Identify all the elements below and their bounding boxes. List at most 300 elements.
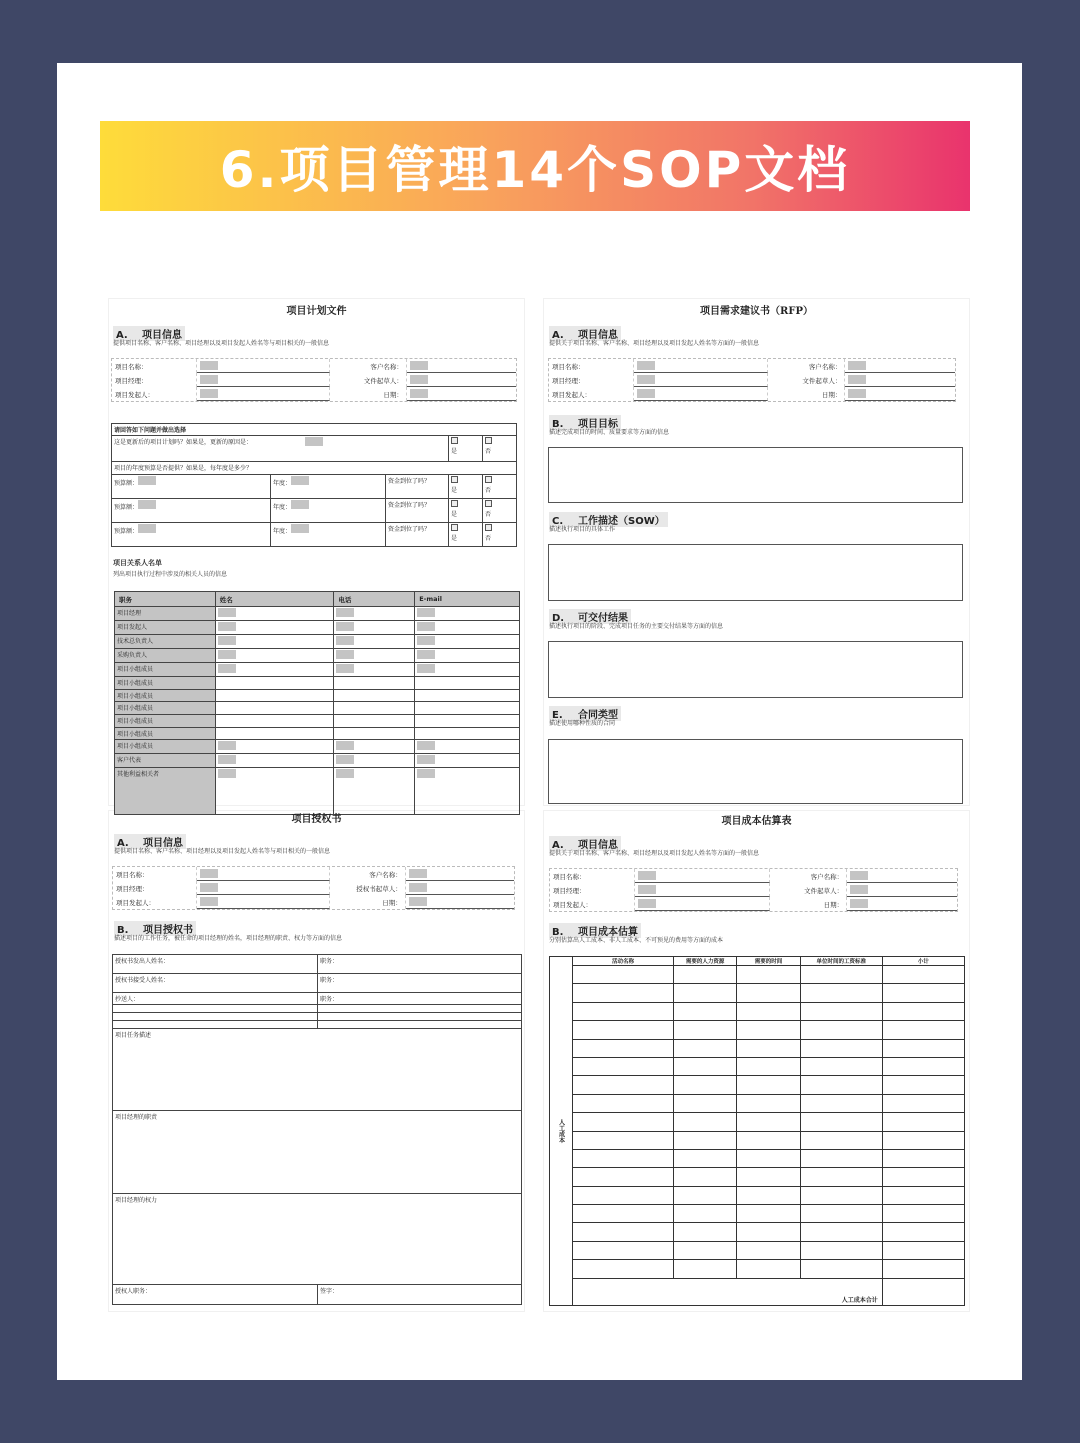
input-cell[interactable] (882, 1113, 964, 1131)
checkbox-icon (451, 500, 458, 507)
placeholder-field (200, 375, 218, 384)
placeholder-field (291, 500, 309, 509)
checkbox-no[interactable] (483, 436, 517, 462)
input-cell[interactable] (800, 1021, 882, 1039)
placeholder-field (200, 897, 218, 906)
info-row (549, 387, 955, 401)
input-cell[interactable] (737, 1186, 800, 1204)
placeholder-field (848, 375, 866, 384)
column-header: 姓名 (215, 592, 334, 607)
input-cell[interactable] (800, 1223, 882, 1241)
input-cell[interactable] (215, 607, 334, 621)
input-cell[interactable] (415, 649, 520, 663)
input-cell[interactable] (215, 677, 334, 690)
doc-title: 项目成本估算表 (721, 816, 792, 827)
info-row (113, 895, 514, 909)
stakeholders-description: 列出项目执行过程中涉及的相关人员的信息 (113, 571, 228, 578)
input-cell[interactable] (800, 966, 882, 984)
role-cell: 项目小组成员 (115, 702, 216, 715)
table-row (550, 1205, 965, 1223)
input-cell[interactable] (737, 1168, 800, 1186)
info-value-field[interactable] (197, 359, 330, 373)
input-cell[interactable] (573, 1002, 674, 1020)
column-header: 小计 (882, 957, 964, 966)
budget-amount-label[interactable] (112, 523, 271, 547)
input-cell[interactable] (800, 1076, 882, 1094)
doc-title: 项目授权书 (291, 814, 342, 825)
input-cell[interactable] (415, 754, 520, 768)
input-cell[interactable] (573, 1149, 674, 1167)
info-label: 客户名称： (330, 867, 406, 881)
input-cell[interactable] (800, 984, 882, 1002)
field-position[interactable]: 职务： (318, 955, 522, 974)
field-task[interactable]: 项目任务描述 (113, 1029, 522, 1111)
placeholder-field (336, 650, 354, 659)
input-cell[interactable] (882, 1057, 964, 1075)
section-letter: B. (552, 419, 564, 430)
placeholder-field (638, 899, 656, 908)
input-cell[interactable] (334, 754, 415, 768)
input-cell[interactable] (673, 1131, 736, 1149)
section-description: 描述执行项目的阶段、完成项目任务的主要交付结果等方面的信息 (549, 623, 724, 630)
input-cell[interactable] (882, 1039, 964, 1057)
input-cell[interactable] (673, 984, 736, 1002)
input-cell[interactable] (800, 1131, 882, 1149)
info-label: 项目发起人： (112, 387, 197, 401)
input-cell[interactable] (673, 1057, 736, 1075)
placeholder-field (410, 375, 428, 384)
input-cell[interactable] (573, 1057, 674, 1075)
table-row (115, 663, 520, 677)
input-cell[interactable] (215, 635, 334, 649)
table-row (550, 1039, 965, 1057)
checkbox-label: 是 (451, 535, 458, 542)
input-cell[interactable] (673, 1186, 736, 1204)
input-cell[interactable] (882, 1131, 964, 1149)
info-label: 项目名称： (113, 867, 197, 881)
placeholder-field (417, 664, 435, 673)
input-cell[interactable] (737, 966, 800, 984)
input-cell[interactable] (334, 607, 415, 621)
info-value-field[interactable] (634, 373, 768, 387)
input-cell[interactable] (334, 677, 415, 690)
input-cell[interactable] (800, 1039, 882, 1057)
input-cell[interactable] (573, 1205, 674, 1223)
question-budget: 项目的年度预算是否提供？如果是，每年度是多少？ (112, 462, 517, 475)
input-cell[interactable] (573, 1223, 674, 1241)
info-label: 项目经理： (113, 881, 197, 895)
placeholder-field (638, 885, 656, 894)
table-row (550, 1057, 965, 1075)
empty-cell[interactable] (318, 1021, 522, 1029)
checkbox-icon (485, 500, 492, 507)
input-cell[interactable] (737, 1260, 800, 1278)
section-title: 项目信息 (142, 330, 182, 341)
year-label[interactable] (271, 499, 386, 523)
section-description: 描述使用哪种性质的合同 (549, 720, 616, 727)
role-cell: 客户代表 (115, 754, 216, 768)
sow-textbox[interactable] (548, 544, 963, 601)
year-label[interactable] (271, 475, 386, 499)
input-cell[interactable] (334, 635, 415, 649)
info-value-field[interactable] (847, 883, 957, 897)
placeholder-field (218, 769, 236, 778)
empty-cell[interactable] (318, 1013, 522, 1021)
placeholder-field (409, 869, 427, 878)
column-header: 单位时间的工资标准 (800, 957, 882, 966)
info-value-field[interactable] (197, 373, 330, 387)
input-cell[interactable] (882, 1223, 964, 1241)
input-cell[interactable] (882, 984, 964, 1002)
input-cell[interactable] (215, 768, 334, 815)
checkbox-no[interactable] (483, 523, 517, 547)
empty-cell[interactable] (113, 1021, 318, 1029)
table-row (550, 966, 965, 984)
info-label: 项目发起人： (549, 387, 634, 401)
side-label-cell: 人工成本 (550, 957, 573, 1306)
placeholder-field (336, 741, 354, 750)
section-title: 项目授权书 (143, 925, 193, 936)
input-cell[interactable] (215, 702, 334, 715)
checkbox-yes[interactable] (449, 523, 483, 547)
input-cell[interactable] (800, 1205, 882, 1223)
role-cell: 项目经理 (115, 607, 216, 621)
input-cell[interactable] (673, 1076, 736, 1094)
placeholder-field (410, 361, 428, 370)
placeholder-field (138, 476, 156, 485)
placeholder-field (850, 871, 868, 880)
info-value-field[interactable] (197, 895, 329, 909)
input-cell[interactable] (800, 1149, 882, 1167)
objectives-textbox[interactable] (548, 447, 963, 503)
input-cell[interactable] (573, 1131, 674, 1149)
info-value-field[interactable] (845, 387, 955, 401)
input-cell[interactable] (415, 635, 520, 649)
budget-label: 预算额： (114, 480, 139, 487)
input-cell[interactable] (573, 966, 674, 984)
input-cell[interactable] (737, 1039, 800, 1057)
field-auth-position[interactable]: 授权人职务： (113, 1285, 318, 1305)
info-value-field[interactable] (845, 373, 955, 387)
input-cell[interactable] (573, 984, 674, 1002)
info-value-field[interactable] (635, 897, 769, 911)
input-cell[interactable] (334, 740, 415, 754)
placeholder-field (410, 389, 428, 398)
input-cell[interactable] (573, 1113, 674, 1131)
input-cell[interactable] (737, 1094, 800, 1112)
input-cell[interactable] (882, 1021, 964, 1039)
field-receiver[interactable]: 授权书接受人姓名： (113, 974, 318, 993)
placeholder-field (200, 883, 218, 892)
input-cell[interactable] (882, 1149, 964, 1167)
input-cell[interactable] (334, 727, 415, 740)
section-title: 工作描述（SOW） (578, 516, 665, 527)
input-cell[interactable] (673, 966, 736, 984)
info-row (112, 359, 516, 373)
section-title: 项目信息 (578, 330, 618, 341)
input-cell[interactable] (415, 663, 520, 677)
checkbox-yes[interactable] (449, 499, 483, 523)
empty-cell[interactable] (113, 1013, 318, 1021)
input-cell[interactable] (573, 1094, 674, 1112)
info-value-field[interactable] (406, 867, 514, 881)
placeholder-field (409, 883, 427, 892)
section-description: 描述完成项目的时间、质量要求等方面的信息 (549, 429, 670, 436)
input-cell[interactable] (573, 1039, 674, 1057)
table-row (115, 768, 520, 815)
placeholder-field (305, 437, 323, 446)
checkbox-label: 否 (485, 535, 492, 542)
table-row (115, 754, 520, 768)
info-row (113, 881, 514, 895)
input-cell[interactable] (882, 1241, 964, 1259)
input-cell[interactable] (673, 1168, 736, 1186)
input-cell[interactable] (415, 621, 520, 635)
table-row (115, 607, 520, 621)
section-title: 项目成本估算 (578, 927, 638, 938)
input-cell[interactable] (737, 1241, 800, 1259)
placeholder-field (336, 755, 354, 764)
input-cell[interactable] (882, 1260, 964, 1278)
table-row (115, 702, 520, 715)
input-cell[interactable] (673, 1149, 736, 1167)
input-cell[interactable] (882, 1076, 964, 1094)
input-cell[interactable] (800, 1002, 882, 1020)
input-cell[interactable] (800, 1113, 882, 1131)
table-row (550, 1131, 965, 1149)
column-header: 需要的时间 (737, 957, 800, 966)
info-label: 客户名称： (768, 359, 845, 373)
field-signature[interactable]: 签字： (318, 1285, 522, 1305)
checkbox-yes[interactable] (449, 475, 483, 499)
input-cell[interactable] (215, 689, 334, 702)
info-value-field[interactable] (847, 897, 957, 911)
input-cell[interactable] (215, 649, 334, 663)
info-row (112, 387, 516, 401)
info-value-field[interactable] (407, 373, 516, 387)
section-letter: D. (552, 613, 565, 624)
input-cell[interactable] (415, 607, 520, 621)
table-row (115, 715, 520, 728)
total-label-cell: 人工成本合计 (573, 1278, 883, 1305)
input-cell[interactable] (737, 1076, 800, 1094)
budget-amount-label[interactable] (112, 475, 271, 499)
input-cell[interactable] (737, 1002, 800, 1020)
input-cell[interactable] (215, 727, 334, 740)
placeholder-field (637, 389, 655, 398)
input-cell[interactable] (737, 984, 800, 1002)
input-cell[interactable] (573, 1076, 674, 1094)
field-duty[interactable]: 项目经理的职责 (113, 1111, 522, 1194)
info-value-field[interactable] (407, 359, 516, 373)
checkbox-label: 是 (451, 487, 458, 494)
input-cell[interactable] (673, 1223, 736, 1241)
info-value-field[interactable] (197, 881, 329, 895)
placeholder-field (850, 899, 868, 908)
contract-type-textbox[interactable] (548, 739, 963, 804)
input-cell[interactable] (882, 1168, 964, 1186)
checkbox-icon (485, 476, 492, 483)
input-cell[interactable] (573, 1241, 674, 1259)
input-cell[interactable] (737, 1223, 800, 1241)
year-label-text: 年度： (273, 504, 292, 511)
info-row (113, 867, 514, 881)
input-cell[interactable] (415, 677, 520, 690)
input-cell[interactable] (673, 1094, 736, 1112)
info-value-field[interactable] (634, 359, 768, 373)
input-cell[interactable] (415, 727, 520, 740)
checkbox-no[interactable] (483, 499, 517, 523)
role-cell: 项目小组成员 (115, 715, 216, 728)
table-row (550, 1021, 965, 1039)
info-label: 项目经理： (112, 373, 197, 387)
input-cell[interactable] (215, 715, 334, 728)
funded-question: 资金到位了吗？ (386, 475, 449, 499)
budget-label: 预算额： (114, 504, 139, 511)
input-cell[interactable] (673, 1002, 736, 1020)
input-cell[interactable] (673, 1113, 736, 1131)
input-cell[interactable] (800, 1186, 882, 1204)
input-cell[interactable] (334, 768, 415, 815)
info-value-field[interactable] (197, 867, 329, 881)
doc-title: 项目计划文件 (286, 306, 347, 317)
input-cell[interactable] (415, 702, 520, 715)
info-row (550, 897, 957, 911)
deliverables-textbox[interactable] (548, 641, 963, 698)
table-row (550, 1076, 965, 1094)
table-row (550, 1002, 965, 1020)
placeholder-field (417, 769, 435, 778)
input-cell[interactable] (882, 1094, 964, 1112)
input-cell[interactable] (415, 715, 520, 728)
table-row (115, 740, 520, 754)
field-position[interactable]: 职务： (318, 993, 522, 1005)
input-cell[interactable] (334, 715, 415, 728)
project-info-table (112, 866, 515, 910)
input-cell[interactable] (882, 966, 964, 984)
info-value-field[interactable] (197, 387, 330, 401)
total-value-cell[interactable] (882, 1278, 964, 1305)
year-label[interactable] (271, 523, 386, 547)
placeholder-field (138, 500, 156, 509)
info-value-field[interactable] (634, 387, 768, 401)
placeholder-field (637, 375, 655, 384)
budget-amount-label[interactable] (112, 499, 271, 523)
role-cell: 其他利益相关者 (115, 768, 216, 815)
info-value-field[interactable] (635, 883, 769, 897)
title-banner (100, 121, 970, 211)
info-value-field[interactable] (407, 387, 516, 401)
input-cell[interactable] (334, 663, 415, 677)
input-cell[interactable] (737, 1131, 800, 1149)
question-updated: 这是更新后的项目计划吗？如果是，更新的原因是： (112, 436, 449, 462)
input-cell[interactable] (215, 754, 334, 768)
input-cell[interactable] (415, 689, 520, 702)
stakeholders-table (114, 591, 520, 815)
checkbox-yes[interactable] (449, 436, 483, 462)
input-cell[interactable] (334, 702, 415, 715)
section-description: 提供关于项目名称、客户名称、项目经理以及项目发起人姓名等方面的一般信息 (549, 850, 760, 857)
input-cell[interactable] (573, 1021, 674, 1039)
empty-cell[interactable] (113, 1005, 318, 1013)
placeholder-field (200, 389, 218, 398)
placeholder-field (336, 664, 354, 673)
placeholder-field (417, 650, 435, 659)
input-cell[interactable] (882, 1186, 964, 1204)
input-cell[interactable] (215, 663, 334, 677)
input-cell[interactable] (215, 621, 334, 635)
field-power[interactable]: 项目经理的权力 (113, 1194, 522, 1285)
input-cell[interactable] (573, 1186, 674, 1204)
input-cell[interactable] (800, 1168, 882, 1186)
info-label: 客户名称： (330, 359, 407, 373)
input-cell[interactable] (882, 1205, 964, 1223)
table-row (550, 1168, 965, 1186)
input-cell[interactable] (673, 1039, 736, 1057)
input-cell[interactable] (800, 1094, 882, 1112)
section-description: 提供关于项目名称、客户名称、项目经理以及项目发起人姓名等方面的一般信息 (549, 340, 760, 347)
section-letter: B. (117, 925, 129, 936)
input-cell[interactable] (737, 1021, 800, 1039)
input-cell[interactable] (737, 1057, 800, 1075)
empty-cell[interactable] (318, 1005, 522, 1013)
role-cell: 项目发起人 (115, 621, 216, 635)
input-cell[interactable] (215, 740, 334, 754)
info-label: 项目名称： (112, 359, 197, 373)
column-header: 活动名称 (573, 957, 674, 966)
input-cell[interactable] (737, 1113, 800, 1131)
field-position[interactable]: 职务： (318, 974, 522, 993)
placeholder-field (417, 622, 435, 631)
input-cell[interactable] (737, 1205, 800, 1223)
input-cell[interactable] (334, 649, 415, 663)
input-cell[interactable] (334, 621, 415, 635)
section-letter: E. (552, 710, 563, 721)
input-cell[interactable] (673, 1260, 736, 1278)
input-cell[interactable] (882, 1002, 964, 1020)
input-cell[interactable] (673, 1021, 736, 1039)
input-cell[interactable] (673, 1205, 736, 1223)
table-row (115, 689, 520, 702)
info-label: 日期： (330, 387, 407, 401)
input-cell[interactable] (415, 768, 520, 815)
info-label: 项目名称： (550, 869, 635, 883)
info-value-field[interactable] (847, 869, 957, 883)
input-cell[interactable] (334, 689, 415, 702)
input-cell[interactable] (800, 1260, 882, 1278)
checkbox-no[interactable] (483, 475, 517, 499)
info-label: 项目发起人： (550, 897, 635, 911)
info-value-field[interactable] (406, 895, 514, 909)
input-cell[interactable] (573, 1168, 674, 1186)
stakeholders-heading: 项目关系人名单 (113, 559, 162, 567)
input-cell[interactable] (800, 1057, 882, 1075)
role-cell: 项目小组成员 (115, 677, 216, 690)
info-value-field[interactable] (406, 881, 514, 895)
info-row (550, 883, 957, 897)
field-issuer[interactable]: 授权书发出人姓名： (113, 955, 318, 974)
doc-title: 项目需求建议书（RFP） (700, 306, 813, 317)
input-cell[interactable] (415, 740, 520, 754)
info-value-field[interactable] (635, 869, 769, 883)
info-value-field[interactable] (845, 359, 955, 373)
field-cc[interactable]: 抄送人： (113, 993, 318, 1005)
input-cell[interactable] (800, 1241, 882, 1259)
input-cell[interactable] (573, 1260, 674, 1278)
input-cell[interactable] (737, 1149, 800, 1167)
project-info-table (111, 358, 517, 402)
input-cell[interactable] (673, 1241, 736, 1259)
